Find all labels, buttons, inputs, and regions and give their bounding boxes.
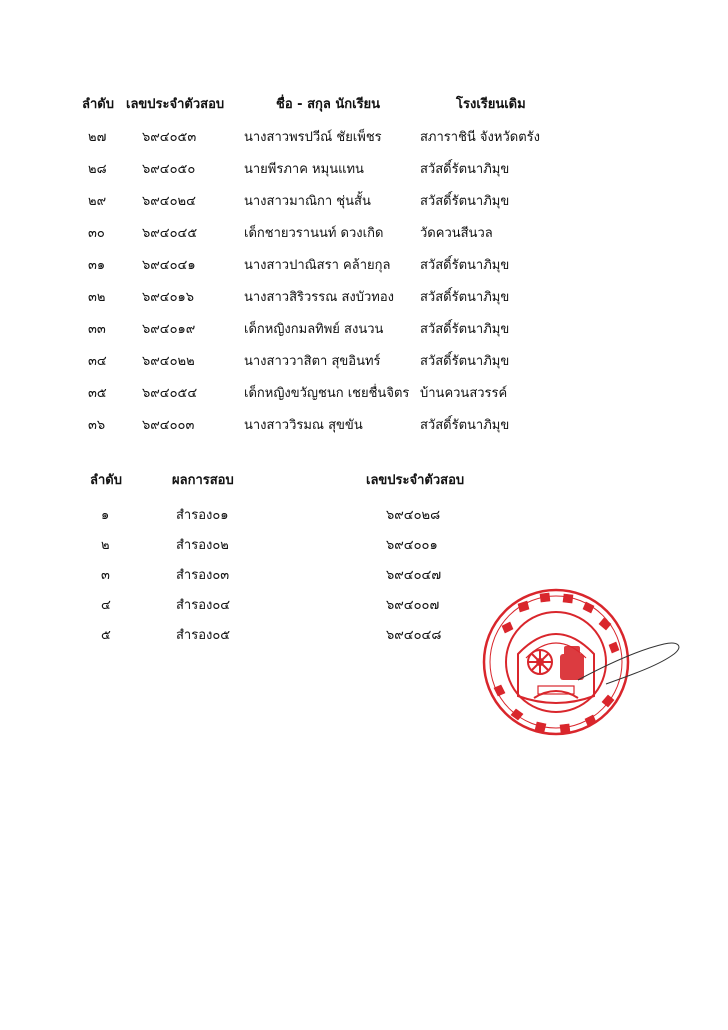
header-student-name: ชื่อ - สกุล นักเรียน [276, 97, 381, 112]
row-exam-id: ๖๙๔๐๐๓ [142, 418, 195, 433]
header-order: ลำดับ [90, 473, 122, 488]
row-exam-result: สำรอง๐๑ [176, 508, 229, 523]
row-previous-school: วัดควนสีนวล [420, 226, 493, 241]
table-row [0, 535, 728, 557]
row-exam-result: สำรอง๐๕ [176, 628, 231, 643]
header-exam-result: ผลการสอบ [172, 473, 234, 488]
row-student-name: นางสาวปาณิสรา คล้ายกุล [244, 258, 391, 273]
header-order: ลำดับ [82, 97, 114, 112]
row-student-name: นางสาวพรปวีณ์ ชัยเพ็ชร [244, 130, 382, 145]
table-row [0, 287, 728, 309]
table-row [0, 415, 728, 437]
row-student-name: เด็กหญิงกมลทิพย์ สงนวน [244, 322, 384, 337]
row-student-name: นางสาวมาณิกา ชุ่นสั้น [244, 194, 371, 209]
row-order: ๓๔ [88, 354, 107, 369]
row-order: ๑ [101, 508, 110, 523]
row-previous-school: สภาราชินี จังหวัดตรัง [420, 130, 540, 145]
table-row [0, 159, 728, 181]
row-student-name: นางสาววาสิตา สุขอินทร์ [244, 354, 381, 369]
row-previous-school: สวัสดิ์รัตนาภิมุข [420, 258, 510, 273]
row-exam-id: ๖๙๔๐๕๓ [142, 130, 197, 145]
row-exam-id: ๖๙๔๐๔๗ [386, 568, 442, 583]
row-student-name: เด็กหญิงขวัญชนก เชยชื่นจิตร [244, 386, 410, 401]
table-row [0, 505, 728, 527]
row-exam-result: สำรอง๐๓ [176, 568, 230, 583]
row-exam-id: ๖๙๔๐๔๑ [142, 258, 196, 273]
row-previous-school: สวัสดิ์รัตนาภิมุข [420, 354, 510, 369]
table-row [0, 255, 728, 277]
row-order: ๓๐ [88, 226, 105, 241]
row-previous-school: สวัสดิ์รัตนาภิมุข [420, 322, 510, 337]
row-student-name: นางสาววิรมณ สุขขัน [244, 418, 363, 433]
row-exam-id: ๖๙๔๐๑๙ [142, 322, 196, 337]
row-order: ๓๒ [88, 290, 106, 305]
row-student-name: นายพีรภาค หมุนแทน [244, 162, 364, 177]
table1-header [0, 94, 728, 116]
row-order: ๒ [101, 538, 110, 553]
row-student-name: เด็กชายวรานนท์ ดวงเกิด [244, 226, 384, 241]
row-exam-result: สำรอง๐๒ [176, 538, 229, 553]
row-previous-school: สวัสดิ์รัตนาภิมุข [420, 162, 510, 177]
row-exam-id: ๖๙๔๐๐๗ [386, 598, 440, 613]
header-exam-id: เลขประจำตัวสอบ [366, 473, 465, 488]
row-exam-result: สำรอง๐๔ [176, 598, 231, 613]
row-order: ๓๑ [88, 258, 106, 273]
dharma-wheel-icon [528, 650, 552, 674]
row-previous-school: สวัสดิ์รัตนาภิมุข [420, 418, 510, 433]
row-order: ๓๖ [88, 418, 106, 433]
table-row [0, 383, 728, 405]
row-order: ๓ [101, 568, 110, 583]
table-row [0, 127, 728, 149]
row-exam-id: ๖๙๔๐๔๕ [142, 226, 198, 241]
row-exam-id: ๖๙๔๐๒๘ [386, 508, 441, 523]
row-previous-school: สวัสดิ์รัตนาภิมุข [420, 194, 510, 209]
row-previous-school: บ้านควนสวรรค์ [420, 386, 508, 401]
row-exam-id: ๖๙๔๐๐๑ [386, 538, 438, 553]
row-order: ๒๘ [88, 162, 107, 177]
row-order: ๓๓ [88, 322, 106, 337]
table-row [0, 351, 728, 373]
table2-header [0, 470, 728, 492]
header-previous-school: โรงเรียนเดิม [456, 97, 526, 112]
row-order: ๔ [101, 598, 111, 613]
row-exam-id: ๖๙๔๐๑๖ [142, 290, 195, 305]
row-exam-id: ๖๙๔๐๒๔ [142, 194, 196, 209]
row-order: ๓๕ [88, 386, 107, 401]
header-exam-id: เลขประจำตัวสอบ [126, 97, 225, 112]
school-seal [478, 584, 688, 764]
row-student-name: นางสาวสิริวรรณ สงบัวทอง [244, 290, 395, 305]
row-exam-id: ๖๙๔๐๕๔ [142, 386, 198, 401]
row-exam-id: ๖๙๔๐๔๘ [386, 628, 442, 643]
table-row [0, 223, 728, 245]
row-order: ๕ [101, 628, 111, 643]
row-order: ๒๙ [88, 194, 107, 209]
row-exam-id: ๖๙๔๐๒๒ [142, 354, 195, 369]
table-row [0, 319, 728, 341]
table-row [0, 191, 728, 213]
row-order: ๒๗ [88, 130, 107, 145]
row-previous-school: สวัสดิ์รัตนาภิมุข [420, 290, 510, 305]
row-exam-id: ๖๙๔๐๕๐ [142, 162, 196, 177]
